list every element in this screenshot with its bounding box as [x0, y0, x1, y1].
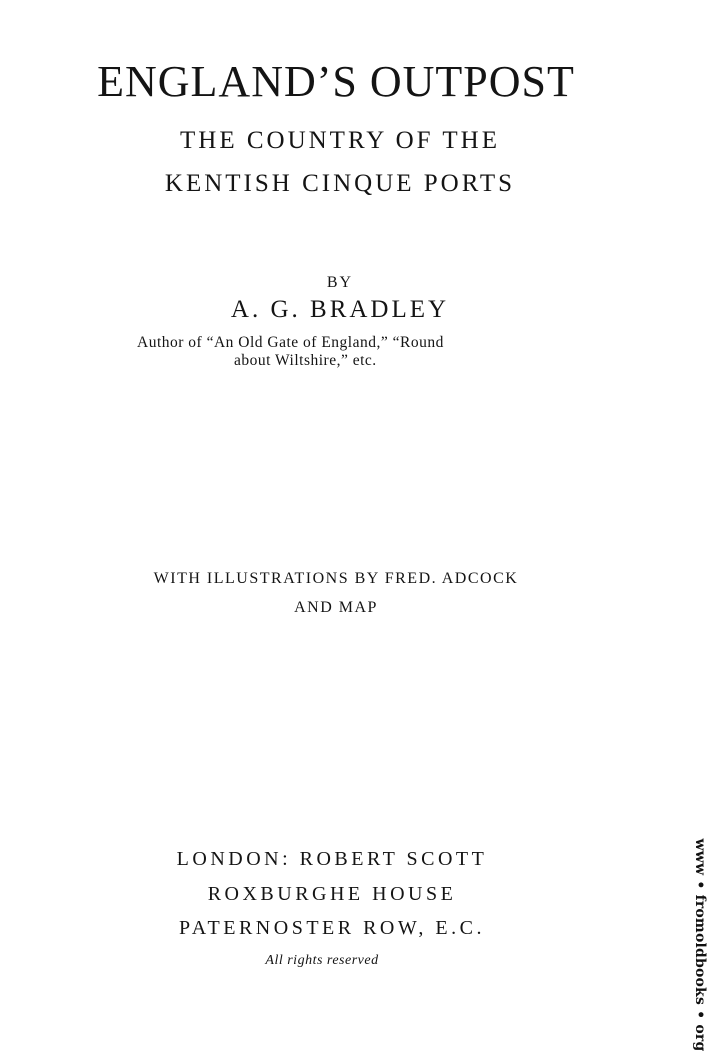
imprint-line-3: PATERNOSTER ROW, E.C.: [179, 917, 485, 939]
watermark: [691, 838, 709, 1051]
book-title: ENGLAND’S OUTPOST: [97, 57, 575, 106]
author-name: A. G. BRADLEY: [230, 296, 450, 323]
illustrations-line-2: AND MAP: [294, 599, 378, 616]
author-works: [137, 334, 444, 370]
watermark-text: www • fromoldbooks • org: [692, 838, 708, 1051]
illustrations-line-1: WITH ILLUSTRATIONS BY FRED. ADCOCK: [153, 570, 519, 587]
rights-notice: All rights reserved: [265, 953, 379, 968]
by-label: BY: [326, 274, 354, 291]
subtitle-line-1: THE COUNTRY OF THE: [180, 127, 500, 154]
imprint-line-2: ROXBURGHE HOUSE: [207, 883, 457, 905]
imprint-line-1: LONDON: ROBERT SCOTT: [176, 848, 488, 870]
author-works-line-1: Author of “An Old Gate of England,” “Round: [137, 334, 444, 351]
author-works-line-2: about Wiltshire,” etc.: [234, 352, 377, 369]
subtitle-line-2: KENTISH CINQUE PORTS: [164, 170, 516, 197]
